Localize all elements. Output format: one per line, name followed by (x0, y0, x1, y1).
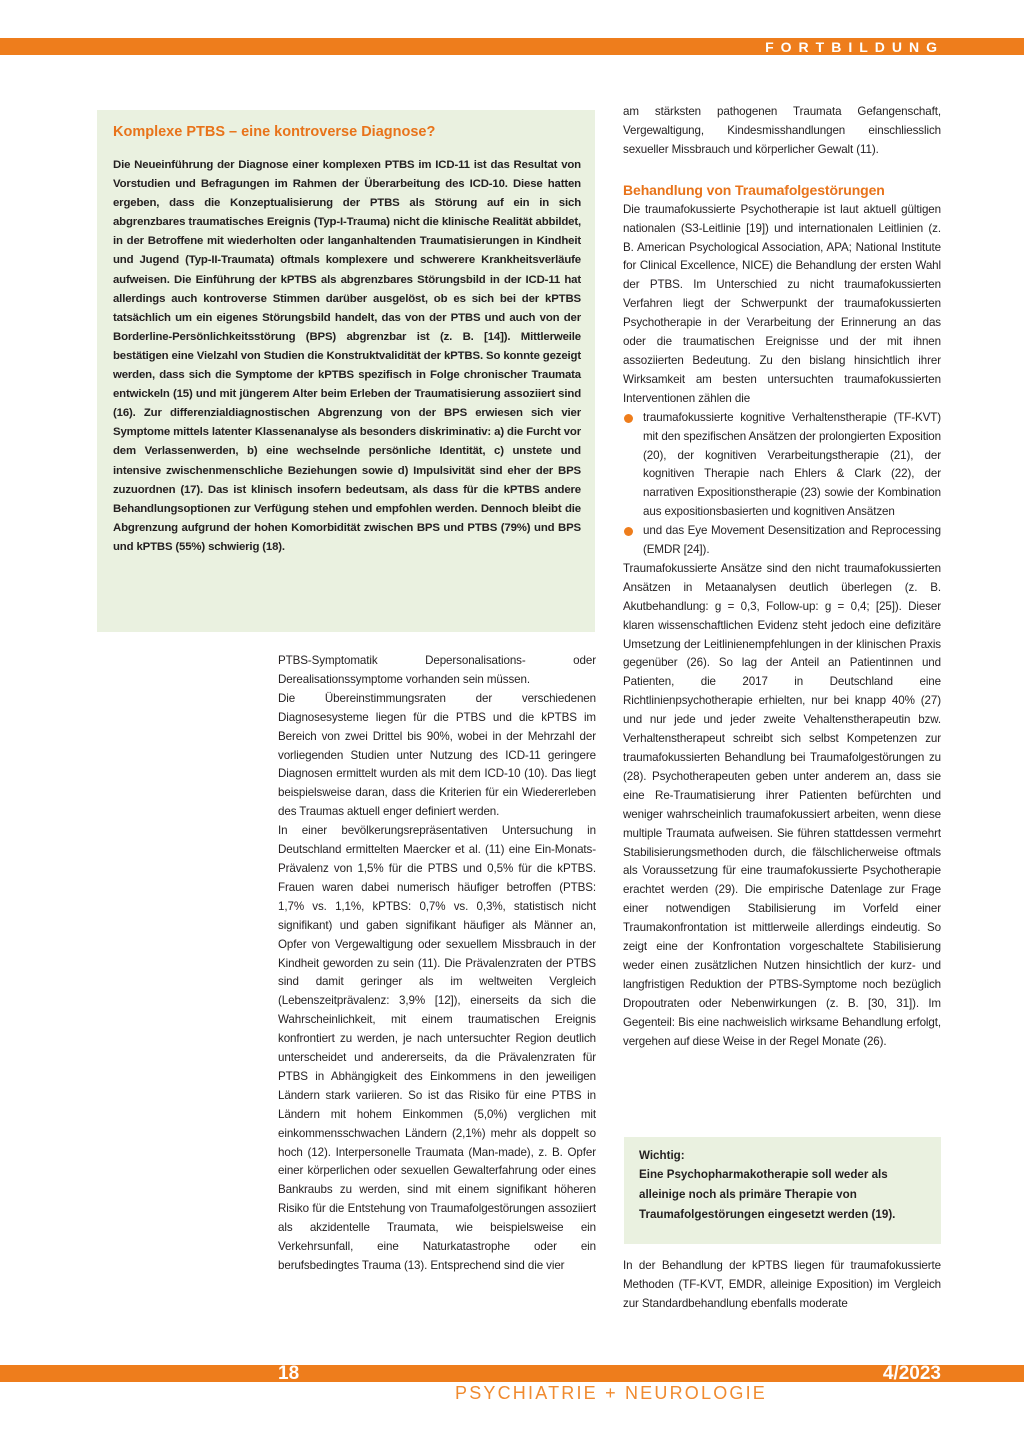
paragraph: In der Behandlung der kPTBS liegen für traumafokussierte Methoden (TF-KVT, EMDR, alleinige Exposition) im Vergleich zur Standardbehandlung ebenfalls moderate (623, 1259, 941, 1310)
list-item (623, 522, 941, 560)
list-item (623, 409, 941, 522)
list-item-text: traumafokussierte kognitive Verhaltenstherapie (TF-KVT) mit den spezifischen Ansätzen der prolongierten Exposition (20), der kognitiven Verarbeitungstherapie (21), der kognitiven Therapie nach Ehlers & Clark (22), der narrativen Expositionstherapie (23) sowie der Kombination aus expositionsbasierten und kognitiven Ansätzen (643, 410, 941, 519)
journal-name-text: PSYCHIATRIE + NEUROLOGIE (454, 1383, 768, 1403)
paragraph: Traumafokussierte Ansätze sind den nicht traumafokussierten Ansätzen in Metaanalysen deutlich überlegen (z. B. Akutbehandlung: g = 0,3, Follow-up: g = 0,4; [25]). Dieser klaren wissenschaftlichen Evidenz steht jedoch eine defizitäre Umsetzung der Leitlinienempfehlungen in der klinischen Praxis gegenüber (26). So lag der Anteil an Patientinnen und Patienten, die 2017 in Deutschland eine Richtlinienpsychotherapie erhielten, nur bei knapp 40% (27) und nur jede und jeder zweite Vehaltenstherapeutin bzw. Verhaltenstherapeut schreibt sich selbst Kompetenzen zur traumafokussierten Behandlung bei Traumafolgestörungen zu (28). Psychotherapeuten geben unter anderem an, dass sie eine Re-Traumatisierung ihrer Patienten befürchten und weniger wahrscheinlich traumafokussiert arbeiten, wenn diese multiple Traumata aufweisen. Sie führen stattdessen vermehrt Stabilisierungsmethoden durch, die fälschlicherweise oftmals als Voraussetzung für eine traumafokussierte Psychotherapie erachtet werden (29). Die empirische Datenlage zur Frage einer notwendigen Stabilisierung im Vorfeld einer Traumakonfrontation ist mittlerweile allerdings eindeutig. So zeigt eine der Konfrontation vorgeschaltete Stabilisierung weder einen zusätzlichen Nutzen hinsichtlich der kurz- und langfristigen Reduktion der PTBS-Symptome noch bezüglich Dropoutraten oder Nebenwirkungen (z. B. [30, 31]). Im Gegenteil: Bis eine nachweislich wirksame Behandlung erfolgt, vergehen auf diese Weise in der Regel Monate (26). (623, 561, 941, 1048)
paragraph: Die traumafokussierte Psychotherapie ist laut aktuell gültigen nationalen (S3-Leitlinie [19]) und internationalen Leitlinien (z. B. American Psychological Association, APA; National Institute for Clinical Excellence, NICE) die Behandlung der ersten Wahl der PTBS. Im Unterschied zu nicht traumafokussierten Verfahren liegt der Schwerpunkt der traumafokussierten Psychotherapie in der Verarbeitung der Erinnerung an das oder die traumatischen Ereignisse und der mit ihnen assoziierten Bedeutung. Zu den bislang hinsichtlich ihrer Wirksamkeit am besten untersuchten traumafokussierten Interventionen zählen die (623, 202, 941, 405)
important-title: Wichtig: (639, 1149, 685, 1162)
paragraph: am stärksten pathogenen Traumata Gefangenschaft, Vergewaltigung, Kindesmisshandlungen einschliesslich sexueller Missbrauch und körperlicher Gewalt (11). (623, 105, 941, 156)
list-item-text: und das Eye Movement Desensitization and Reprocessing (EMDR [24]). (643, 524, 941, 557)
important-box (624, 1137, 941, 1244)
section-label: FORTBILDUNG (765, 39, 944, 55)
paragraph: PTBS-Symptomatik Depersonalisations- oder Derealisationssymptome vorhanden sein müssen. (278, 654, 596, 686)
header-bar (0, 38, 1024, 55)
journal-name (0, 1383, 1024, 1404)
info-box-text: Die Neueinführung der Diagnose einer komplexen PTBS im ICD-11 ist das Resultat von Vorstudien und Befragungen im Rahmen der Überarbeitung des ICD-10. Diese hatten ergeben, dass die Konzeptualisierung der PTBS als Störung auf ein in sich abgrenzbares traumatisches Ereignis (Typ-I-Trauma) nicht die klinische Realität abbildet, in der Betroffene mit wiederholten oder langanhaltenden Traumatisierungen in Kindheit und Jugend (Typ-II-Traumata) oftmals komplexere und schwerere Krankheitsverläufe aufweisen. Die Einführung der kPTBS als abgrenzbares Störungsbild in der ICD-11 hat allerdings auch kontroverse Stimmen darüber ausgelöst, ob es sich bei der kPTBS tatsächlich um ein eigenes Störungsbild handelt, das von der PTBS und auch von der Borderline-Persönlichkeitsstörung (BPS) abgrenzbar ist (z. B. [14]). Mittlerweile bestätigen eine Vielzahl von Studien die Konstruktvalidität der kPTBS. So konnte gezeigt werden, dass sich die Symptome der kPTBS spezifisch in Folge chronischer Traumata entwickeln (15) und mit jüngerem Alter beim Erleben der Traumatisierung assoziiert sind (16). Zur differenzialdiagnostischen Abgrenzung von der BPS erwiesen sich vier Symptome mittels latenter Klassenanalyse als besonders diskriminativ: a) die Furcht vor dem Verlassenwerden, b) eine wechselnde persönliche Identität, c) unstete und intensive zwischenmenschliche Beziehungen sowie d) Impulsivität sind eher der BPS zuzuordnen (17). Das ist klinisch insofern bedeutsam, als dass für die kPTBS andere Behandlungsoptionen zur Verfügung stehen und empfohlen werden. Dennoch bleibt die Abgrenzung aufgrund der hohen Komorbidität zwischen BPS und PTBS (79%) und BPS und kPTBS (55%) schwierig (18). (113, 159, 581, 553)
section-heading: Behandlung von Traumafolgestörungen (623, 181, 885, 198)
footer-bar (0, 1365, 1024, 1382)
important-text: Eine Psychopharmakotherapie soll weder als alleinige noch als primäre Therapie von Traumafolgestörungen eingesetzt werden (19). (639, 1168, 896, 1221)
right-column (623, 103, 941, 1052)
paragraph: In einer bevölkerungsrepräsentativen Untersuchung in Deutschland ermittelten Maercker et al. (11) eine Ein-Monats-Prävalenz von 1,5% für die PTBS und 0,5% für die kPTBS. Frauen waren dabei numerisch häufiger betroffen (PTBS: 1,7% vs. 1,1%, kPTBS: 0,7% vs. 0,3%, statistisch nicht signifikant) und gaben signifikant häufiger als Männer an, Opfer von Vergewaltigung oder sexuellem Missbrauch in der Kindheit geworden zu sein (11). Die Prävalenzraten der PTBS sind damit geringer als im weltweiten Vergleich (Lebenszeitprävalenz: 3,9% [12]), einerseits da sich die Wahrscheinlichkeit, mit einem traumatischen Ereignis konfrontiert zu werden, je nach untersuchter Region deutlich unterscheidet und andererseits, da die Prävalenzraten für PTBS in Abhängigkeit des Einkommens in den jeweiligen Ländern stark variieren. So ist das Risiko für eine PTBS in Ländern mit hohem Einkommen (5,0%) verglichen mit einkommensschwachen Ländern (2,1%) mehr als doppelt so hoch (12). Interpersonelle Traumata (Man-made), z. B. Opfer einer körperlichen oder sexuellen Gewalterfahrung oder eines Bankraubs zu werden, sind mit einem signifikant höheren Risiko für die Entstehung von Traumafolgestörungen assoziiert als akzidentelle Traumata, wie beispielsweise ein Verkehrsunfall, eine Naturkatastrophe oder ein berufsbedingtes Trauma (13). Entsprechend sind die vier (278, 824, 596, 1272)
bullet-list (623, 409, 941, 560)
info-box-complex-ptsd (97, 110, 595, 632)
issue-number: 4/2023 (882, 1363, 941, 1384)
info-box-title: Komplexe PTBS – eine kontroverse Diagnose? (113, 124, 436, 140)
page-number: 18 (278, 1363, 300, 1384)
middle-column (278, 652, 596, 1276)
right-column-bottom (623, 1257, 941, 1314)
bullet-dot-icon (624, 414, 633, 423)
paragraph: Die Übereinstimmungsraten der verschiedenen Diagnosesysteme liegen für die PTBS und die kPTBS im Bereich von zwei Drittel bis 90%, wobei in der Mehrzahl der vorliegenden Studien unter Nutzung des ICD-11 geringere Diagnosen ermittelt wurden als mit dem ICD-10 (10). Das liegt beispielsweise daran, dass die Kriterien für ein Wiedererleben des Traumas aktuell enger definiert werden. (278, 691, 596, 819)
bullet-dot-icon (624, 527, 633, 536)
